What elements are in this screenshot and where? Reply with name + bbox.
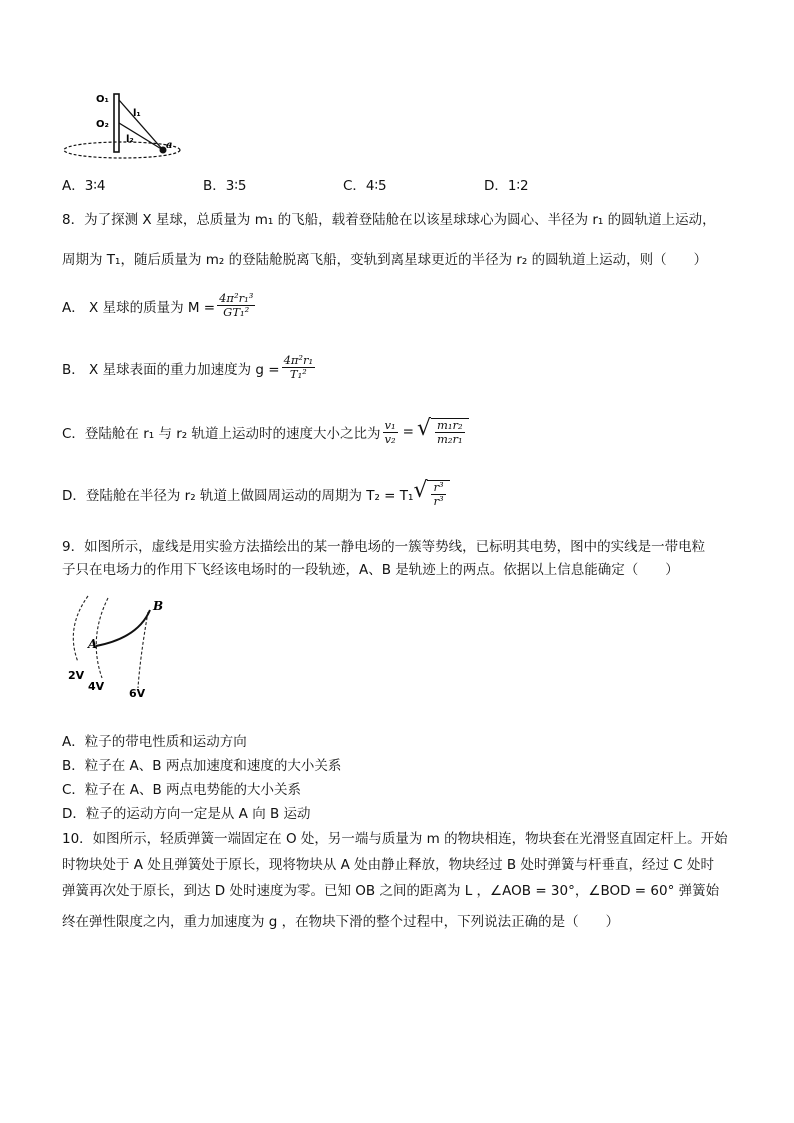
particle-trajectory [96,610,150,646]
q10-stem-line2: 时物块处于 A 处且弹簧处于原长，现将物块从 A 处由静止释放，物块经过 B 处时弹簧与杆垂直，经过 C 处时 [62,857,714,873]
q8-option-c-lnum: v₁ [384,417,396,432]
q8-option-c-left-fraction [383,419,398,446]
q8-option-a-num: 4π²r₁³ [219,291,254,305]
q8-option-b-den: T₁² [289,367,307,382]
label-point-b: B [153,599,164,613]
sqrt-sign: √ [413,478,428,503]
equipotential-4v [96,598,108,678]
q8-option-c-rden: m₂r₁ [436,432,463,447]
q10-stem-line4: 终在弹性限度之内，重力加速度为 g ，在物块下滑的整个过程中，下列说法正确的是（ ） [62,914,620,930]
q9-stem-line1: 9．如图所示，虚线是用实验方法描绘出的某一静电场的一簇等势线，已标明其电势，图中的实线是一带电粒 [62,539,706,555]
label-l2: l₂ [126,134,134,145]
label-4v: 4V [88,680,105,693]
label-a: a [166,140,173,151]
label-o2: O₂ [96,119,109,130]
q8-option-c-sqrt [417,418,469,446]
q10-stem-line3: 弹簧再次处于原长，到达 D 处时速度为零。已知 OB 之间的距离为 L ，∠AOB = 30°，∠BOD = 60° 弹簧始 [62,883,720,899]
label-2v: 2V [68,669,85,682]
q8-option-b [62,354,317,381]
label-6v: 6V [129,687,146,700]
q8-option-b-text: B． X 星球表面的重力加速度为 g = [62,361,280,378]
q8-option-b-fraction [282,354,316,381]
q8-option-c-equals: = [402,424,414,441]
q8-option-a-text: A． X 星球的质量为 M = [62,299,216,316]
q8-option-c-right-fraction [435,419,465,446]
q8-stem-line1: 8．为了探测 X 星球，总质量为 m₁ 的飞船，载着登陆舱在以该星球球心为圆心、半径为 r₁ 的圆轨道上运动， [62,212,716,228]
q8-option-c [62,418,469,446]
q8-option-a [62,292,257,319]
q7-option-b: B．3∶5 [203,178,247,194]
q8-option-c-lden: v₂ [384,431,396,446]
pendulum-figure [60,90,185,165]
q8-option-a-den: GT₁² [223,305,250,320]
q8-option-c-text: C．登陆舱在 r₁ 与 r₂ 轨道上运动时的速度大小之比为 [62,426,381,443]
q8-option-d [62,480,450,508]
sqrt-sign: √ [416,416,431,441]
label-point-a: A [88,637,98,651]
q8-option-c-rnum: m₁r₂ [436,418,463,432]
equipotential-6v [138,612,148,688]
q8-option-b-num: 4π²r₁ [283,353,314,367]
q9-option-b: B．粒子在 A、B 两点加速度和速度的大小关系 [62,758,342,774]
q8-option-d-text: D．登陆舱在半径为 r₂ 轨道上做圆周运动的周期为 T₂ = T₁ [62,488,414,505]
q9-option-a: A．粒子的带电性质和运动方向 [62,734,247,750]
equipotential-2v [73,596,88,662]
q8-option-d-fraction [431,481,445,508]
label-o1: O₁ [96,94,109,105]
q9-option-d: D．粒子的运动方向一定是从 A 向 B 运动 [62,806,311,822]
label-l1: l₁ [133,108,141,119]
q7-option-a: A．3∶4 [62,178,106,194]
q8-option-d-sqrt [413,480,449,508]
q9-stem-line2: 子只在电场力的作用下飞经该电场时的一段轨迹，A、B 是轨迹上的两点。依据以上信息能确定（ ） [62,562,679,578]
vertical-rod [114,94,119,152]
equipotential-figure [60,588,170,700]
q8-option-a-fraction [217,292,255,319]
q10-stem-line1: 10．如图所示，轻质弹簧一端固定在 O 处，另一端与质量为 m 的物块相连，物块套在光滑竖直固定杆上。开始 [62,831,728,847]
q8-option-d-num: r³ [433,480,444,494]
q7-option-c: C．4∶5 [343,178,387,194]
q8-option-d-den: r³ [433,494,444,509]
q8-stem-line2: 周期为 T₁，随后质量为 m₂ 的登陆舱脱离飞船，变轨到离星球更近的半径为 r₂ 的圆轨道上运动，则（ ） [62,252,708,268]
q9-option-c: C．粒子在 A、B 两点电势能的大小关系 [62,782,302,798]
q7-option-d: D．1∶2 [484,178,529,194]
